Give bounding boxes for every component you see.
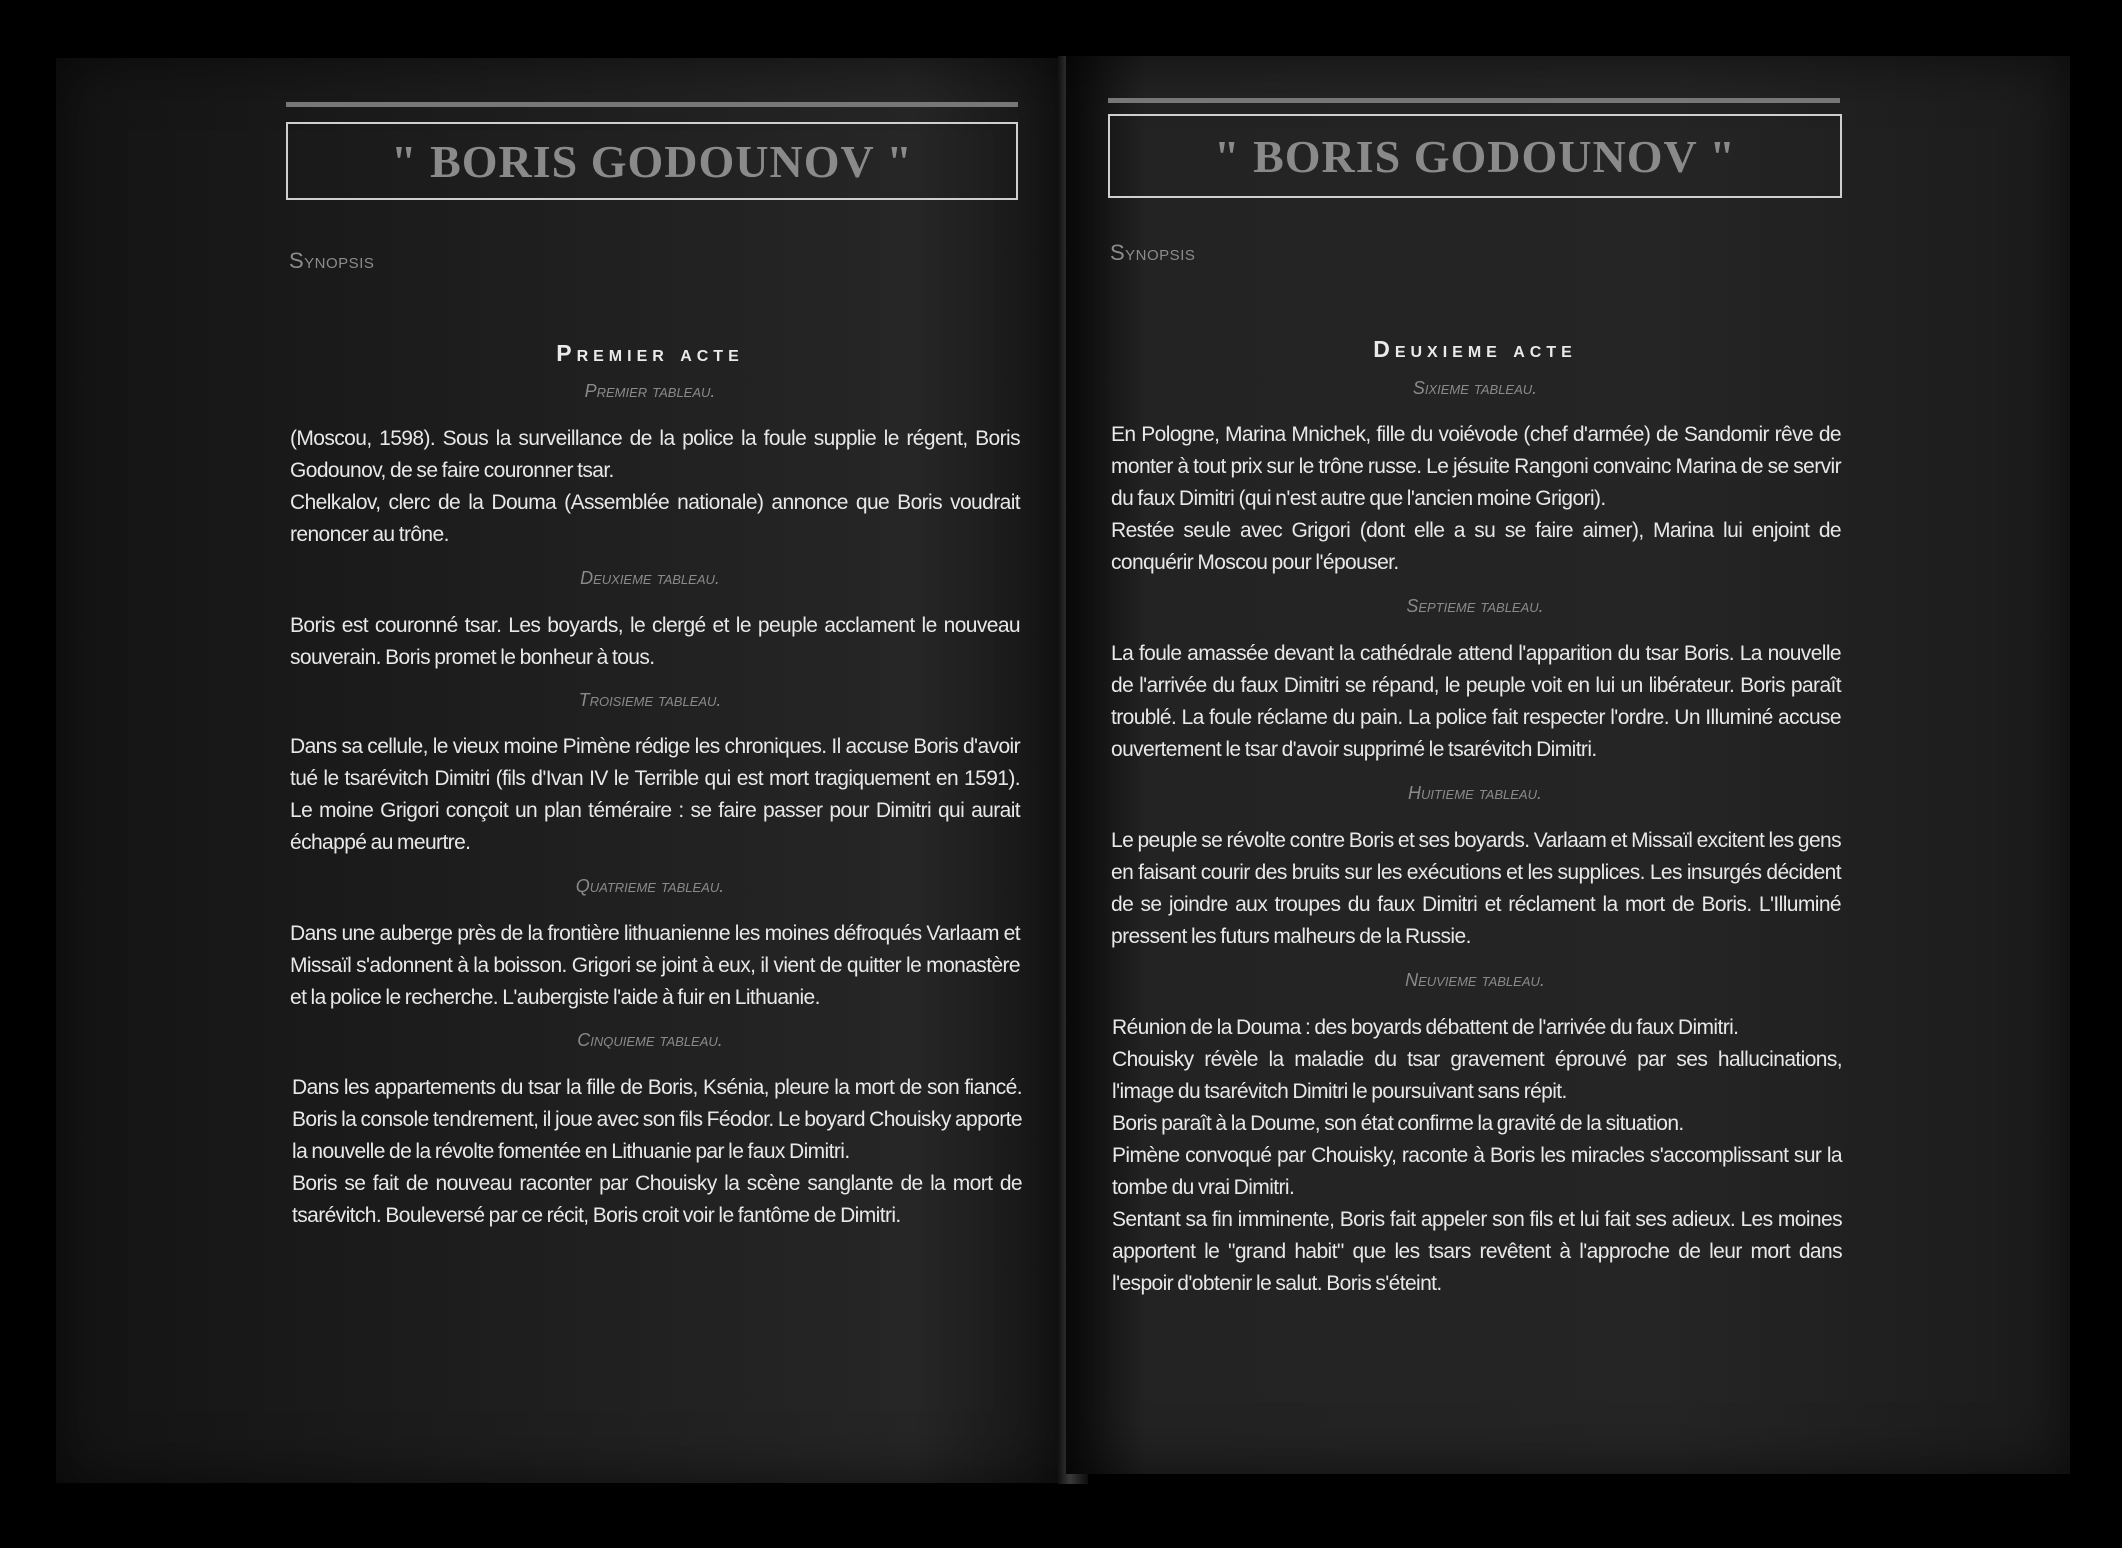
tableau-text <box>1111 638 1841 766</box>
tableau-heading: Troisieme tableau. <box>578 690 722 710</box>
tableau-text <box>290 423 1020 551</box>
paragraph: (Moscou, 1598). Sous la surveillance de la police la foule supplie le régent, Boris Godounov, de se faire couronner tsar. <box>290 427 1020 482</box>
paragraph: Chelkalov, clerc de la Douma (Assemblée nationale) annonce que Boris voudrait renoncer au trône. <box>290 491 1020 546</box>
paragraph: Dans les appartements du tsar la fille de Boris, Ksénia, pleure la mort de son fiancé. Boris la console tendrement, il joue avec son fils Féodor. Le boyard Chouisky apporte la nouvelle de la révolte fomentée en Lithuanie par le faux Dimitri. <box>292 1076 1022 1163</box>
tableau-text <box>290 610 1020 674</box>
paragraph: Réunion de la Douma : des boyards débattent de l'arrivée du faux Dimitri. <box>1112 1016 1739 1039</box>
paragraph: Pimène convoqué par Chouisky, raconte à Boris les miracles s'accomplissant sur la tombe du vrai Dimitri. <box>1112 1144 1842 1199</box>
tableau-heading: Premier tableau. <box>584 381 716 401</box>
right-page-title: " BORIS GODOUNOV " <box>1214 130 1736 182</box>
right-title-rule <box>1108 98 1840 103</box>
left-page-title: " BORIS GODOUNOV " <box>391 135 913 187</box>
tableau-text <box>1111 419 1841 579</box>
paragraph: Boris paraît à la Doume, son état confirme la gravité de la situation. <box>1112 1112 1684 1135</box>
left-title-rule <box>286 102 1018 107</box>
left-title-box <box>286 122 1018 200</box>
paragraph: Boris est couronné tsar. Les boyards, le clergé et le peuple acclament le nouveau souverain. Boris promet le bonheur à tous. <box>290 614 1020 669</box>
paragraph: En Pologne, Marina Mnichek, fille du voiévode (chef d'armée) de Sandomir rêve de monter à tout prix sur le trône russe. Le jésuite Rangoni convainc Marina de se servir du faux Dimitri (qui n'est autre que l'ancien moine Grigori). <box>1111 423 1841 510</box>
tableau-text <box>1111 825 1841 953</box>
left-section-label: Synopsis <box>289 248 375 273</box>
paragraph: Chouisky révèle la maladie du tsar gravement éprouvé par ses hallucinations, l'image du tsarévitch Dimitri le poursuivant sans répit. <box>1112 1048 1842 1103</box>
tableau-heading: Neuvieme tableau. <box>1405 970 1545 990</box>
tableau-heading: Septieme tableau. <box>1406 596 1544 616</box>
tableau-text <box>292 1072 1022 1232</box>
left-act-heading: Premier acte <box>556 340 744 366</box>
right-title-box <box>1108 114 1842 198</box>
paragraph: La foule amassée devant la cathédrale attend l'apparition du tsar Boris. La nouvelle de l'arrivée du faux Dimitri se répand, le peuple voit en lui un libérateur. Boris paraît troublé. La foule réclame du pain. La police fait respecter l'ordre. Un Illuminé accuse ouvertement le tsar d'avoir supprimé le tsarévitch Dimitri. <box>1111 642 1841 761</box>
right-act-heading: Deuxieme acte <box>1373 336 1577 362</box>
tableau-heading: Cinquieme tableau. <box>577 1030 723 1050</box>
tableau-text <box>290 918 1020 1014</box>
tableau-heading: Deuxieme tableau. <box>580 568 720 588</box>
paragraph: Dans sa cellule, le vieux moine Pimène rédige les chroniques. Il accuse Boris d'avoir tué le tsarévitch Dimitri (fils d'Ivan IV le Terrible qui est mort tragiquement en 1591). Le moine Grigori conçoit un plan téméraire : se faire passer pour Dimitri qui aurait échappé au meurtre. <box>290 735 1020 854</box>
tableau-heading: Sixieme tableau. <box>1412 378 1538 398</box>
paragraph: Sentant sa fin imminente, Boris fait appeler son fils et lui fait ses adieux. Les moines apportent le "grand habit" que les tsars revêtent à l'approche de leur mort dans l'espoir d'obtenir le salut. Boris s'éteint. <box>1112 1208 1842 1295</box>
tableau-heading: Huitieme tableau. <box>1407 783 1542 803</box>
paragraph: Le peuple se révolte contre Boris et ses boyards. Varlaam et Missaïl excitent les gens en faisant courir des bruits sur les exécutions et les supplices. Les insurgés décident de se joindre aux troupes du faux Dimitri et réclament la mort de Boris. L'Illuminé pressent les futurs malheurs de la Russie. <box>1111 829 1841 948</box>
right-section-label: Synopsis <box>1110 240 1196 265</box>
paragraph: Dans une auberge près de la frontière lithuanienne les moines défroqués Varlaam et Missaïl s'adonnent à la boisson. Grigori se joint à eux, il vient de quitter le monastère et la police le recherche. L'aubergiste l'aide à fuir en Lithuanie. <box>290 922 1020 1009</box>
tableau-text <box>1112 1012 1842 1300</box>
tableau-heading: Quatrieme tableau. <box>575 876 725 896</box>
paragraph: Restée seule avec Grigori (dont elle a su se faire aimer), Marina lui enjoint de conquérir Moscou pour l'épouser. <box>1111 519 1841 574</box>
tableau-text <box>290 731 1020 859</box>
paragraph: Boris se fait de nouveau raconter par Chouisky la scène sanglante de la mort de tsarévitch. Bouleversé par ce récit, Boris croit voir le fantôme de Dimitri. <box>292 1172 1022 1227</box>
